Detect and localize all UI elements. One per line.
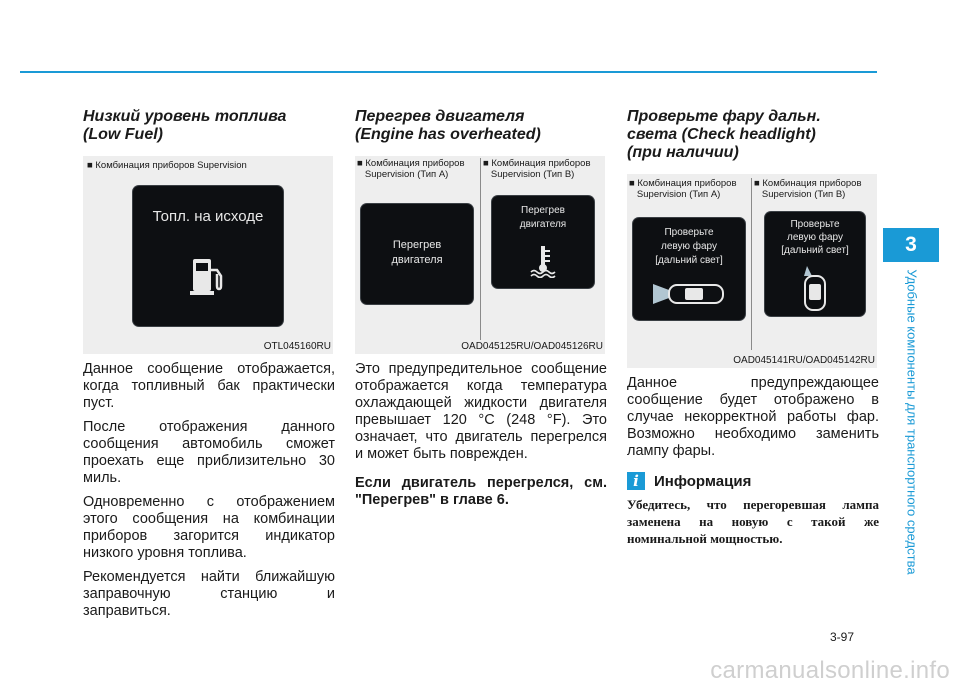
- figure-engine-overheated: [355, 156, 605, 354]
- info-icon: i: [627, 472, 645, 490]
- figure-code: OAD045125RU/OAD045126RU: [461, 341, 603, 352]
- car-headlight-icon: [651, 276, 731, 310]
- cluster-screen-type-b: [765, 212, 865, 316]
- section-heading: Низкий уровень топлива (Low Fuel): [83, 108, 287, 143]
- screen-message: Проверьте левую фару [дальний свет]: [655, 227, 723, 266]
- figure-label-type-b: ■ Комбинация приборов Supervision (Тип B): [483, 158, 591, 180]
- cluster-screen: [133, 186, 283, 326]
- cluster-screen-type-a: [633, 218, 745, 320]
- chapter-title: Удобные компоненты для транспортного средства: [904, 269, 920, 575]
- screen-message: Проверьте левую фару [дальний свет]: [781, 219, 849, 256]
- section-engine-overheated: [355, 108, 607, 509]
- screen-message: Перегрев двигателя: [519, 205, 567, 230]
- info-title: Информация: [654, 472, 752, 490]
- body-paragraph: Это предупредительное сообщение отображается когда температура охлаждающей жидкости двигателя превышает 120 °C (248 °F). Это означает, что двигатель перегрелся и может быть поврежден.: [355, 361, 607, 462]
- figure-low-fuel: [83, 156, 333, 354]
- body-paragraph: Рекомендуется найти ближайшую заправочную станцию и заправиться.: [83, 569, 335, 619]
- figure-label: ■ Комбинация приборов Supervision: [87, 160, 247, 171]
- watermark: carmanualsonline.info: [710, 657, 950, 684]
- figure-label-type-b: ■ Комбинация приборов Supervision (Тип B): [754, 178, 862, 200]
- cluster-screen-type-b: [492, 196, 594, 288]
- top-rule: [20, 71, 877, 73]
- figure-divider: [480, 158, 481, 340]
- coolant-temperature-icon: [529, 244, 557, 278]
- cluster-screen-type-a: [361, 204, 473, 304]
- info-header: [627, 472, 879, 490]
- car-headlight-icon: [799, 264, 831, 312]
- body-paragraph: После отображения данного сообщения автомобиль сможет проехать еще приблизительно 30 миль.: [83, 419, 335, 486]
- screen-message: Перегрев двигателя: [391, 239, 443, 266]
- figure-code: OAD045141RU/OAD045142RU: [733, 355, 875, 366]
- body-paragraph: Данное предупреждающее сообщение будет отображено в случае некорректной работы фар. Возможно необходимо заменить лампу фары.: [627, 375, 879, 459]
- figure-label-type-a: ■ Комбинация приборов Supervision (Тип A): [357, 158, 465, 180]
- chapter-number-tab: 3: [883, 228, 939, 262]
- page-number: 3-97: [830, 630, 855, 644]
- screen-message: Топл. на исходе: [152, 208, 264, 225]
- figure-check-headlight: [627, 174, 877, 368]
- section-low-fuel: [83, 108, 335, 620]
- section-heading: Перегрев двигателя (Engine has overheated): [355, 108, 541, 143]
- body-paragraph: Данное сообщение отображается, когда топливный бак практически пуст.: [83, 361, 335, 411]
- info-text: Убедитесь, что перегоревшая лампа заменена на новую с такой же номинальной мощностью.: [627, 497, 879, 546]
- figure-code: OTL045160RU: [263, 341, 331, 352]
- figure-divider: [751, 178, 752, 350]
- fuel-pump-icon: [190, 256, 226, 296]
- section-check-headlight: [627, 108, 879, 547]
- figure-label-type-a: ■ Комбинация приборов Supervision (Тип A): [629, 178, 737, 200]
- overheat-reference: Если двигатель перегрелся, см. "Перегрев" в главе 6.: [355, 475, 607, 508]
- body-paragraph: Одновременно с отображением этого сообщения на комбинации приборов загорится индикатор низкого уровня топлива.: [83, 494, 335, 561]
- section-heading: Проверьте фару дальн. света (Check headlight) (при наличии): [627, 108, 821, 161]
